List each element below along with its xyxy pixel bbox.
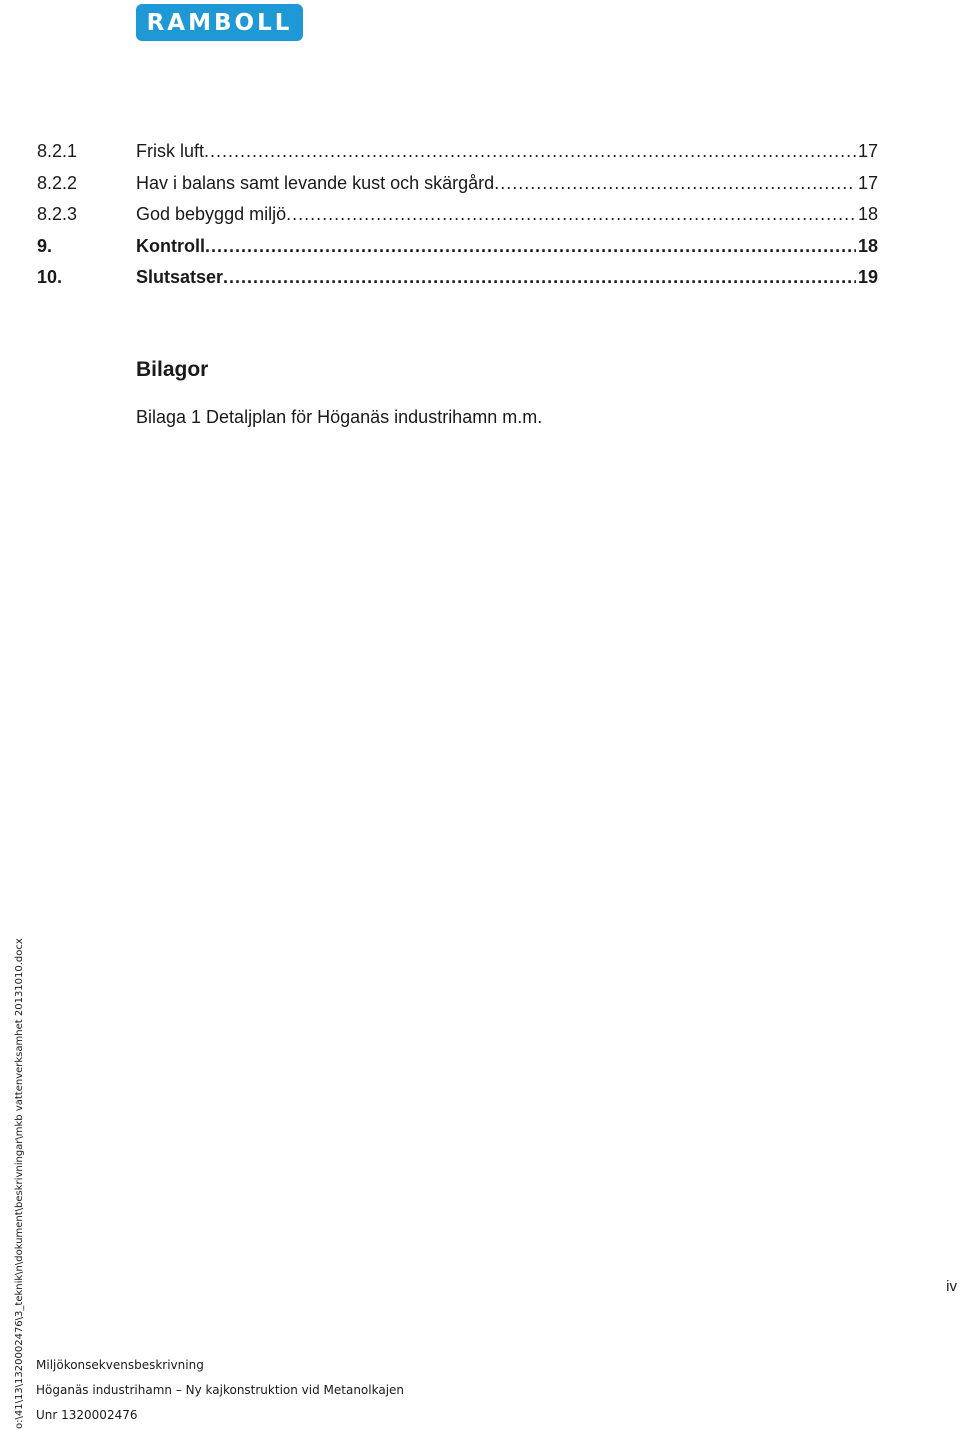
toc-entry-title: God bebyggd miljö <box>136 204 287 224</box>
toc-entry-number: 10. <box>37 267 63 287</box>
appendices-heading: Bilagor <box>136 358 209 381</box>
toc-entry-title: Frisk luft <box>136 141 205 161</box>
toc-entry-number: 8.2.2 <box>37 172 78 193</box>
toc-entry[interactable] <box>37 231 878 263</box>
file-path-margin-text: o:\41\13\1320002476\3_teknik\n\dokument\beskrivningar\mkb vattenverksamhet 20131010.docx <box>14 938 25 1429</box>
toc-leader-dots <box>286 199 856 231</box>
toc-entry-page: 19 <box>857 267 878 287</box>
toc-entry[interactable] <box>37 168 878 200</box>
toc-entry[interactable] <box>37 262 878 294</box>
toc-entry[interactable] <box>37 199 878 231</box>
footer-project-number: Unr 1320002476 <box>36 1408 138 1422</box>
toc-entry[interactable] <box>37 136 878 168</box>
toc-leader-dots <box>494 168 856 200</box>
appendix-item: Bilaga 1 Detaljplan för Höganäs industrihamn m.m. <box>136 407 543 427</box>
toc-entry-number: 9. <box>37 235 53 256</box>
footer-project-title: Höganäs industrihamn – Ny kajkonstruktion vid Metanolkajen <box>36 1383 405 1397</box>
toc-entry-page: 17 <box>857 141 878 161</box>
toc-entry-title: Slutsatser <box>136 267 224 287</box>
table-of-contents <box>37 136 878 294</box>
toc-entry-page: 18 <box>857 235 878 256</box>
page-number: iv <box>946 1278 957 1295</box>
toc-entry-page: 17 <box>857 172 878 193</box>
toc-leader-dots <box>205 231 856 263</box>
toc-entry-number: 8.2.3 <box>37 204 78 224</box>
toc-entry-title: Hav i balans samt levande kust och skärgård <box>136 172 495 193</box>
toc-leader-dots <box>204 136 856 168</box>
toc-leader-dots <box>223 262 856 294</box>
ramboll-logo: RAMBOLL <box>136 4 303 41</box>
footer-document-type: Miljökonsekvensbeskrivning <box>36 1358 204 1372</box>
toc-entry-title: Kontroll <box>136 235 205 256</box>
toc-entry-number: 8.2.1 <box>37 141 78 161</box>
toc-entry-page: 18 <box>857 204 878 224</box>
